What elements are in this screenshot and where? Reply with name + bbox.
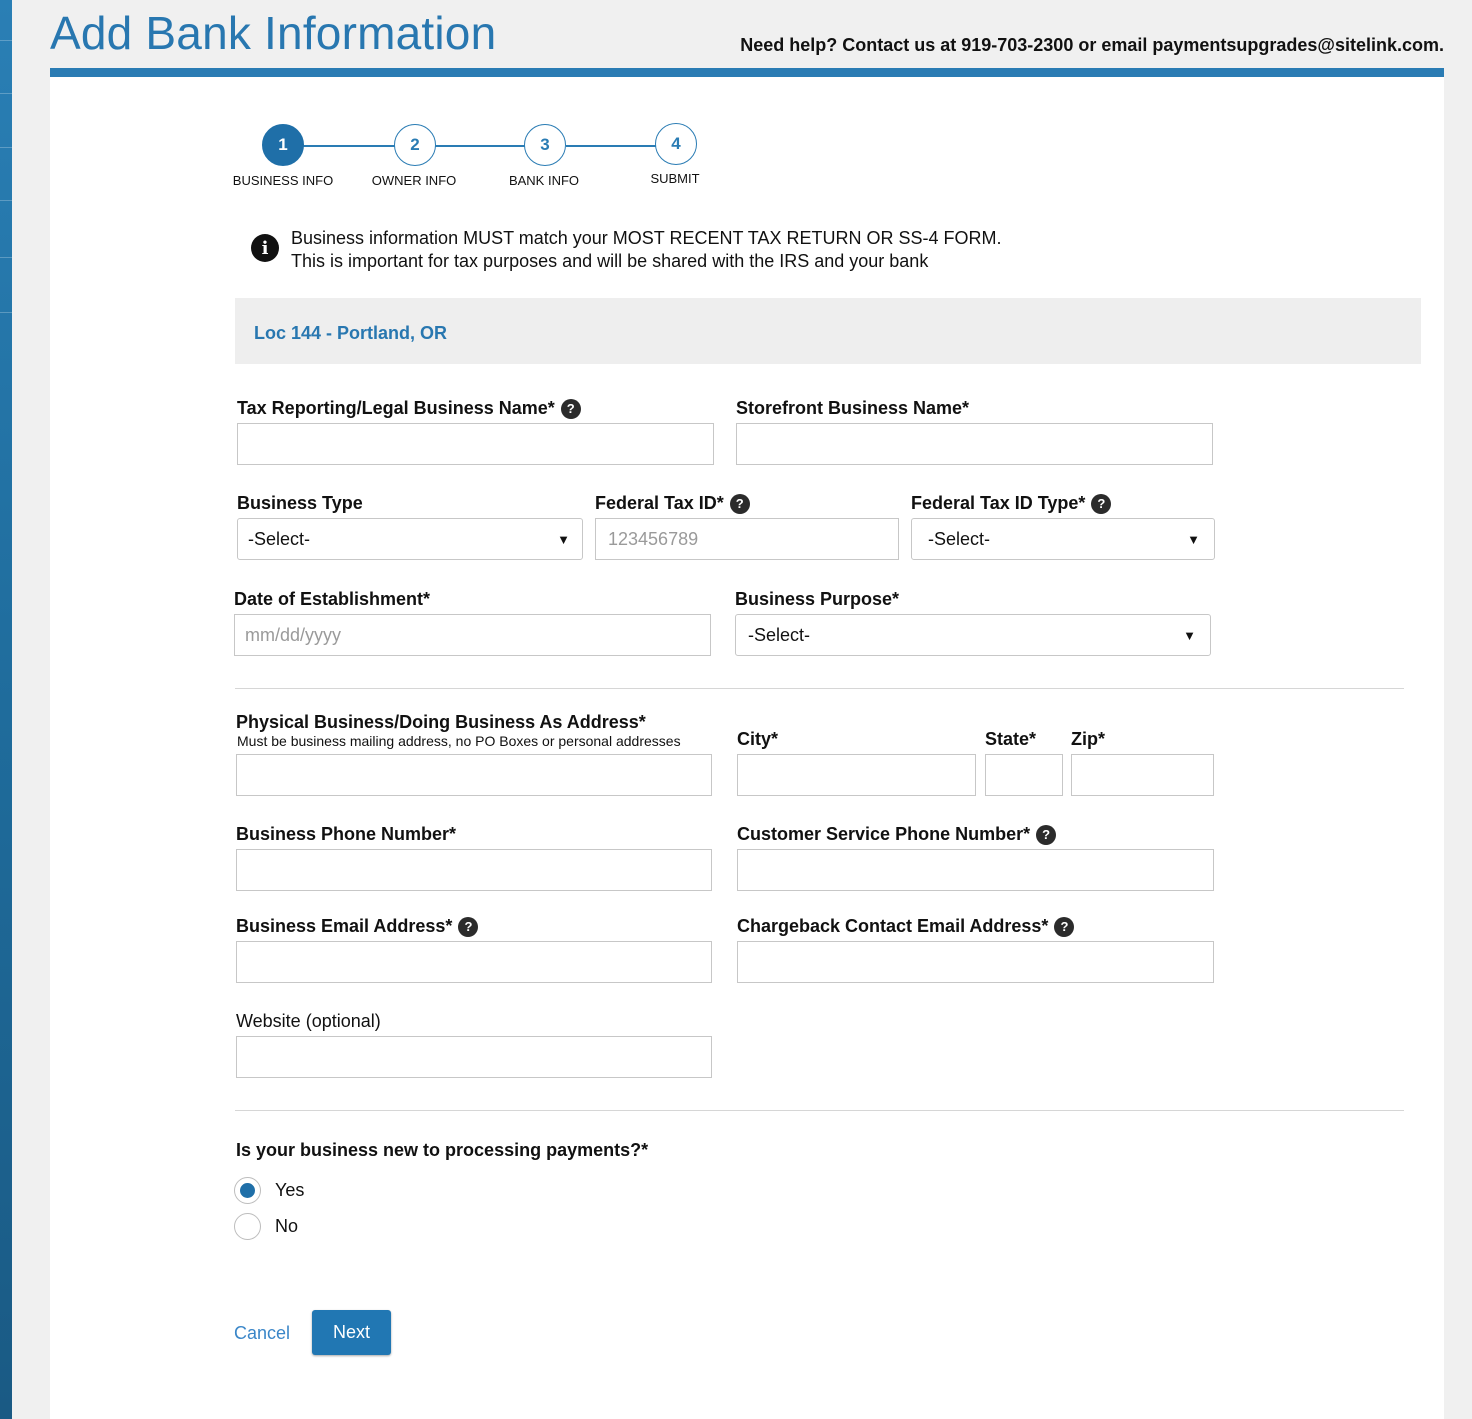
federal-tax-id-type-label — [911, 493, 1111, 514]
legal-business-name-label — [237, 398, 581, 419]
legal-business-name-label-text: Tax Reporting/Legal Business Name* — [237, 398, 555, 418]
step-2-label: OWNER INFO — [371, 173, 457, 188]
radio-option-no[interactable] — [234, 1213, 298, 1240]
federal-tax-id-type-select[interactable] — [911, 518, 1215, 560]
storefront-business-name-label: Storefront Business Name* — [736, 398, 970, 418]
business-email-label — [236, 916, 478, 937]
step-1-circle[interactable]: 1 — [262, 124, 304, 166]
chargeback-email-input[interactable] — [737, 941, 1214, 983]
chevron-down-icon: ▼ — [1187, 531, 1200, 547]
business-email-label-text: Business Email Address* — [236, 916, 453, 936]
chevron-down-icon: ▼ — [1183, 627, 1196, 643]
business-purpose-select[interactable] — [735, 614, 1211, 656]
chargeback-email-label-text: Chargeback Contact Email Address* — [737, 916, 1049, 936]
business-phone-label: Business Phone Number* — [236, 824, 457, 844]
step-1-label: BUSINESS INFO — [232, 173, 334, 188]
cancel-link[interactable]: Cancel — [234, 1323, 291, 1343]
help-icon[interactable]: ? — [1091, 494, 1111, 514]
radio-label-yes: Yes — [275, 1180, 305, 1200]
page-title: Add Bank Information — [50, 7, 497, 59]
federal-tax-id-label — [595, 493, 750, 514]
left-sidebar-rail — [0, 0, 12, 1419]
legal-business-name-input[interactable] — [237, 423, 714, 465]
info-message-line-1: Business information MUST match your MOST RECENT TAX RETURN OR SS-4 FORM. — [291, 228, 1002, 248]
city-input[interactable] — [737, 754, 976, 796]
federal-tax-id-input[interactable] — [595, 518, 899, 560]
customer-service-phone-label-text: Customer Service Phone Number* — [737, 824, 1031, 844]
chevron-down-icon: ▼ — [557, 531, 570, 547]
customer-service-phone-label — [737, 824, 1056, 845]
info-icon: i — [251, 234, 279, 262]
help-icon[interactable]: ? — [458, 917, 478, 937]
city-label: City* — [737, 729, 779, 749]
radio-button-no[interactable] — [234, 1213, 261, 1240]
business-type-select[interactable] — [237, 518, 583, 560]
business-purpose-selected: -Select- — [748, 624, 811, 645]
business-type-label: Business Type — [237, 493, 363, 513]
federal-tax-id-label-text: Federal Tax ID* — [595, 493, 724, 513]
address-label: Physical Business/Doing Business As Address* — [236, 712, 646, 732]
customer-service-phone-input[interactable] — [737, 849, 1214, 891]
storefront-business-name-input[interactable] — [736, 423, 1213, 465]
help-contact-text: Need help? Contact us at 919-703-2300 or email paymentsupgrades@sitelink.com. — [740, 35, 1444, 55]
next-button[interactable]: Next — [312, 1310, 391, 1355]
federal-tax-id-type-label-text: Federal Tax ID Type* — [911, 493, 1086, 513]
help-icon[interactable]: ? — [561, 399, 581, 419]
step-connector — [303, 145, 395, 147]
step-4-circle[interactable]: 4 — [655, 123, 697, 165]
date-of-establishment-input[interactable] — [234, 614, 711, 656]
location-name: Loc 144 - Portland, OR — [254, 323, 448, 343]
step-3-label: BANK INFO — [508, 173, 580, 188]
help-icon[interactable]: ? — [730, 494, 750, 514]
step-4-label: SUBMIT — [650, 171, 700, 186]
info-message-line-2: This is important for tax purposes and will be shared with the IRS and your bank — [291, 251, 929, 271]
section-divider — [235, 1110, 1404, 1111]
radio-option-yes[interactable] — [234, 1177, 304, 1204]
zip-input[interactable] — [1071, 754, 1214, 796]
radio-label-no: No — [275, 1216, 299, 1236]
radio-button-yes[interactable] — [234, 1177, 261, 1204]
website-input[interactable] — [236, 1036, 712, 1078]
business-purpose-label: Business Purpose* — [735, 589, 900, 609]
federal-tax-id-type-selected: -Select- — [928, 528, 991, 549]
business-phone-input[interactable] — [236, 849, 712, 891]
website-label: Website (optional) — [236, 1011, 381, 1031]
header-divider — [50, 68, 1444, 77]
step-connector — [566, 145, 656, 147]
help-icon[interactable]: ? — [1036, 825, 1056, 845]
help-icon[interactable]: ? — [1054, 917, 1074, 937]
step-2-circle[interactable]: 2 — [394, 124, 436, 166]
state-label: State* — [985, 729, 1037, 749]
business-type-selected: -Select- — [248, 528, 311, 549]
zip-label: Zip* — [1071, 729, 1105, 749]
new-to-processing-question: Is your business new to processing payments?* — [236, 1140, 649, 1160]
state-input[interactable] — [985, 754, 1063, 796]
date-of-establishment-label: Date of Establishment* — [234, 589, 431, 609]
address-input[interactable] — [236, 754, 712, 796]
step-connector — [435, 145, 525, 147]
step-3-circle[interactable]: 3 — [524, 124, 566, 166]
address-hint: Must be business mailing address, no PO Boxes or personal addresses — [237, 733, 681, 749]
location-header — [235, 298, 1421, 364]
section-divider — [235, 688, 1404, 689]
business-email-input[interactable] — [236, 941, 712, 983]
chargeback-email-label — [737, 916, 1074, 937]
